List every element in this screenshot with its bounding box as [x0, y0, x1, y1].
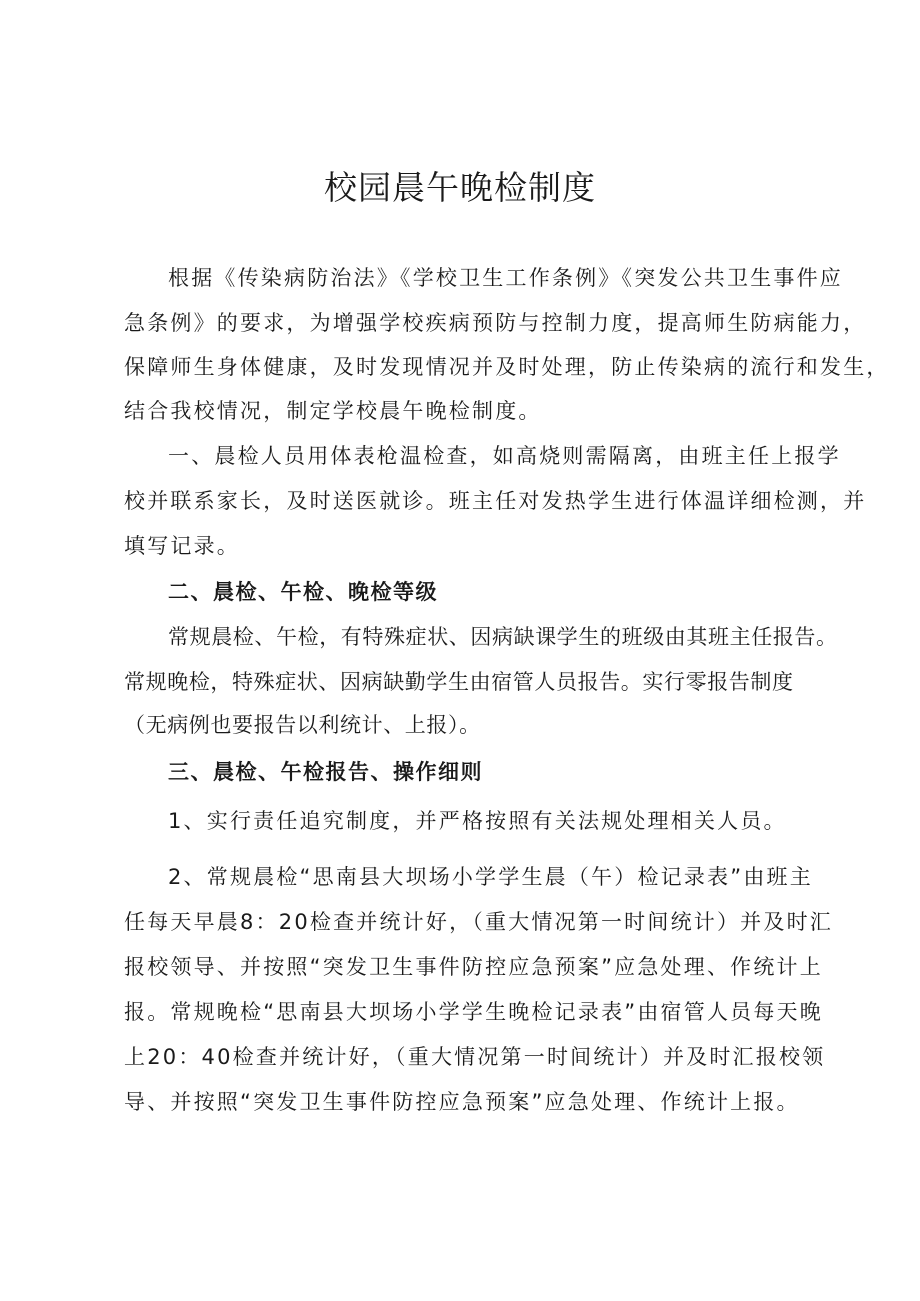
section1-line-3: 填写记录。 — [124, 534, 240, 558]
document-title: 校园晨午晚检制度 — [324, 168, 596, 207]
section1-line-1: 一、晨检人员用体表枪温检查，如高烧则需隔离，由班主任上报学 — [168, 444, 841, 468]
intro-line-3: 保障师生身体健康，及时发现情况并及时处理，防止传染病的流行和发生， — [124, 355, 890, 379]
item2-line-2: 任每天早晨8：20检查并统计好，（重大情况第一时间统计）并及时汇 — [124, 910, 833, 934]
item2-line-5: 上20：40检查并统计好，（重大情况第一时间统计）并及时汇报校领 — [124, 1045, 826, 1069]
section2-heading: 二、晨检、午检、晚检等级 — [168, 580, 438, 604]
item2-line-3: 报校领导、并按照“突发卫生事件防控应急预案”应急处理、作统计上 — [124, 955, 823, 979]
intro-line-2: 急条例》的要求，为增强学校疾病预防与控制力度，提高师生防病能力， — [124, 311, 867, 335]
intro-line-1: 根据《传染病防治法》《学校卫生工作条例》《突发公共卫生事件应 — [168, 266, 843, 290]
section1-line-2: 校并联系家长，及时送医就诊。班主任对发热学生进行体温详细检测，并 — [124, 489, 867, 513]
item2-line-4: 报。常规晚检“思南县大坝场小学学生晚检记录表”由宿管人员每天晚 — [124, 1000, 823, 1024]
section3-heading: 三、晨检、午检报告、操作细则 — [168, 760, 483, 784]
item2-line-1: 2、常规晨检“思南县大坝场小学学生晨（午）检记录表”由班主 — [168, 865, 813, 889]
intro-line-4: 结合我校情况，制定学校晨午晚检制度。 — [124, 399, 542, 423]
section2-line-2: 常规晚检，特殊症状、因病缺勤学生由宿管人员报告。实行零报告制度 — [124, 670, 794, 694]
item1-line: 1、实行责任追究制度，并严格按照有关法规处理相关人员。 — [168, 809, 787, 833]
section2-line-1: 常规晨检、午检，有特殊症状、因病缺课学生的班级由其班主任报告。 — [168, 625, 838, 649]
section2-line-3: （无病例也要报告以利统计、上报）。 — [124, 713, 481, 737]
item2-line-6: 导、并按照“突发卫生事件防控应急预案”应急处理、作统计上报。 — [124, 1090, 800, 1114]
